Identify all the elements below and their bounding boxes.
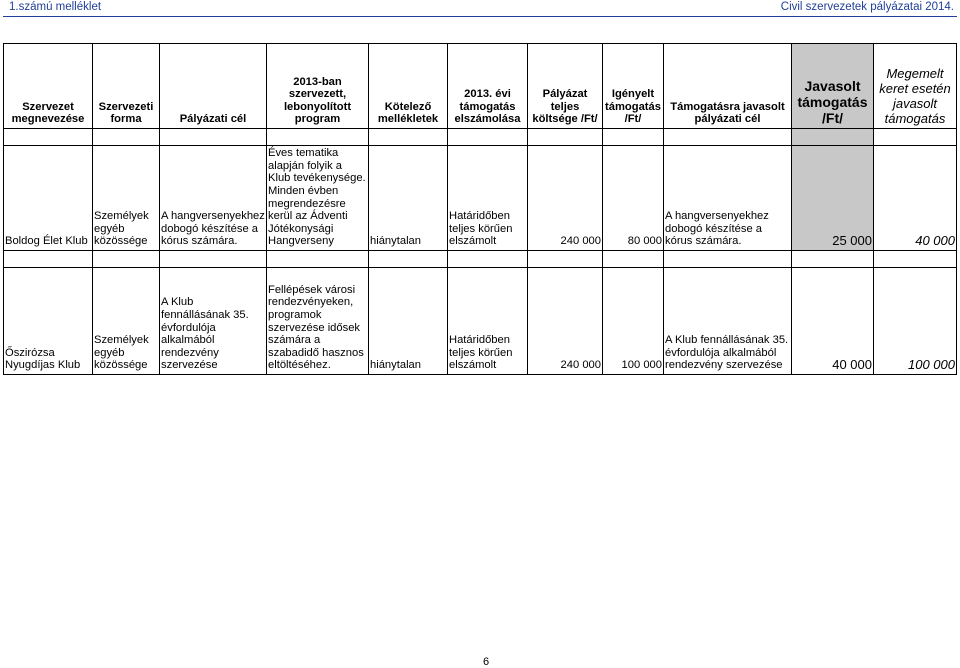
col-settlement: 2013. évi támogatás elszámolása <box>448 44 528 129</box>
cell-program: Fellépések városi rendezvényeken, programok szervezése idősek számára a szabadidő hasznos eltöltéséhez. <box>267 268 369 375</box>
cell-proposed: 25 000 <box>792 146 874 251</box>
col-increased: Megemelt keret esetén javasolt támogatás <box>874 44 957 129</box>
cell-org: Boldog Élet Klub <box>4 146 93 251</box>
cell-program: Éves tematika alapján folyik a Klub tevékenysége. Minden évben megrendezésre kerül az Ádventi Jótékonysági Hangverseny <box>267 146 369 251</box>
header-rule <box>3 16 957 17</box>
spacer-row <box>4 129 957 146</box>
cell-goal: A hangversenyekhez dobogó készítése a kórus számára. <box>160 146 267 251</box>
col-proposed: Javasolt támogatás /Ft/ <box>792 44 874 129</box>
col-supported-goal: Támogatásra javasolt pályázati cél <box>664 44 792 129</box>
col-total-cost: Pályázat teljes költsége /Ft/ <box>528 44 603 129</box>
col-form: Szervezeti forma <box>93 44 160 129</box>
annex-title: 1.számú melléklet <box>9 1 102 13</box>
cell-form: Személyek egyéb közössége <box>93 268 160 375</box>
cell-proposed: 40 000 <box>792 268 874 375</box>
col-program: 2013-ban szervezett, lebonyolított program <box>267 44 369 129</box>
cell-form: Személyek egyéb közössége <box>93 146 160 251</box>
cell-org: Őszirózsa Nyugdíjas Klub <box>4 268 93 375</box>
cell-total-cost: 240 000 <box>528 268 603 375</box>
table-row <box>4 146 957 251</box>
spacer-row <box>4 251 957 268</box>
cell-attachments: hiánytalan <box>369 268 448 375</box>
col-org: Szervezet megnevezése <box>4 44 93 129</box>
header-row <box>4 44 957 129</box>
page-header <box>0 0 960 16</box>
cell-settlement: Határidőben teljes körűen elszámolt <box>448 268 528 375</box>
cell-supported-goal: A Klub fennállásának 35. évfordulója alkalmából rendezvény szervezése <box>664 268 792 375</box>
cell-settlement: Határidőben teljes körűen elszámolt <box>448 146 528 251</box>
document-title: Civil szervezetek pályázatai 2014. <box>780 1 954 13</box>
cell-supported-goal: A hangversenyekhez dobogó készítése a kórus számára. <box>664 146 792 251</box>
col-goal: Pályázati cél <box>160 44 267 129</box>
cell-requested: 80 000 <box>603 146 664 251</box>
applications-table <box>3 43 957 375</box>
page-number: 6 <box>483 656 490 668</box>
cell-requested: 100 000 <box>603 268 664 375</box>
cell-goal: A Klub fennállásának 35. évfordulója alkalmából rendezvény szervezése <box>160 268 267 375</box>
cell-attachments: hiánytalan <box>369 146 448 251</box>
cell-increased: 40 000 <box>874 146 957 251</box>
col-requested: Igényelt támogatás /Ft/ <box>603 44 664 129</box>
col-attachments: Kötelező mellékletek <box>369 44 448 129</box>
table-row <box>4 268 957 375</box>
cell-total-cost: 240 000 <box>528 146 603 251</box>
cell-increased: 100 000 <box>874 268 957 375</box>
